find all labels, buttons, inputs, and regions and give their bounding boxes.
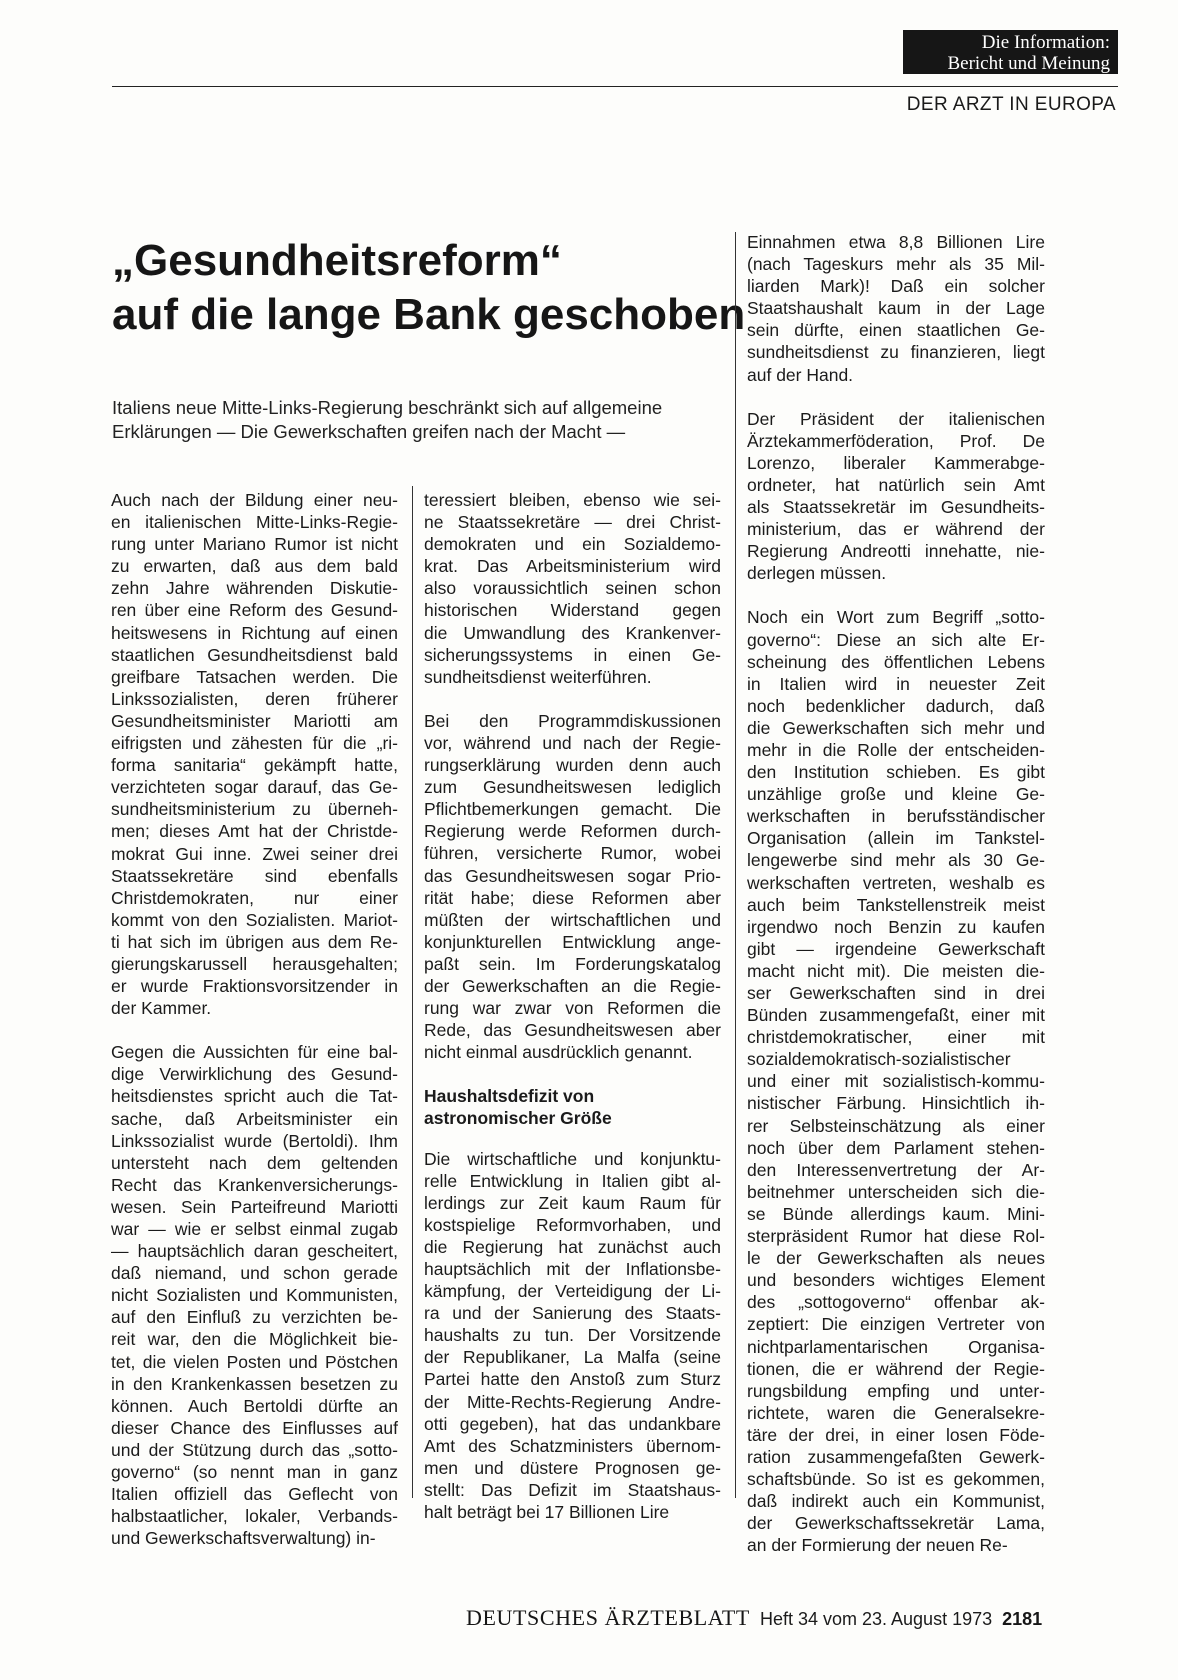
- text-line: sundheitsdienst weiterführen.: [424, 666, 652, 687]
- text-line: Noch ein Wort zum Begriff „sotto-: [747, 607, 1045, 628]
- text-line: kommt von den Sozialisten. Mariot-: [111, 909, 398, 930]
- text-line: heitswesens in Richtung auf einen: [111, 622, 398, 643]
- text-line: Rede, das Gesundheitswesen aber: [424, 1020, 721, 1041]
- article-column-1: [111, 489, 398, 1549]
- text-line: auch beim Tankstellenstreik meist: [747, 894, 1045, 915]
- text-line: rung unter Mariano Rumor ist nicht: [111, 534, 398, 555]
- text-line: gierungskarussell herausgehalten;: [111, 953, 398, 974]
- text-line: und besonders wichtiges Element: [747, 1270, 1045, 1291]
- text-line: rung war zwar von Reformen die: [424, 998, 721, 1019]
- text-line: Recht das Krankenversicherungs-: [111, 1174, 398, 1195]
- text-line: auf der Hand.: [747, 364, 854, 385]
- issue-info: Heft 34 vom 23. August 1973: [759, 1609, 993, 1629]
- header-rule: [112, 86, 1118, 87]
- text-line: Einnahmen etwa 8,8 Billionen Lire: [747, 232, 1045, 252]
- text-line: sache, daß Arbeitsminister ein: [111, 1108, 398, 1129]
- text-line: Regierung werde Reformen durch-: [424, 821, 721, 842]
- heading-line: astronomischer Größe: [424, 1108, 612, 1129]
- text-line: daß niemand, und schon gerade: [111, 1263, 398, 1284]
- paragraph: [747, 231, 1045, 386]
- text-line: sein dürfte, einen staatlichen Ge-: [747, 320, 1045, 341]
- text-line: haushalts zu tun. Der Vorsitzende: [424, 1325, 721, 1346]
- text-line: demokraten und ein Sozialdemo-: [424, 534, 721, 555]
- text-line: noch über dem Parlament stehen-: [747, 1137, 1045, 1158]
- text-line: teressiert bleiben, ebenso wie sei-: [424, 490, 721, 510]
- text-line: Bei den Programmdiskussionen: [424, 710, 721, 731]
- badge-line-1: Die Information:: [981, 32, 1110, 53]
- text-line: staatlichen Gesundheitsdienst bald: [111, 644, 398, 665]
- badge-line-2: Bericht und Meinung: [947, 53, 1110, 74]
- text-line: und einer mit sozialistisch-kommu-: [747, 1071, 1045, 1092]
- text-line: die Gewerkschaften sich mehr und: [747, 717, 1045, 738]
- text-line: richtete, waren die Generalsekre-: [747, 1402, 1045, 1423]
- text-line: nicht einmal ausdrücklich genannt.: [424, 1042, 693, 1063]
- text-line: nistischer Färbung. Hinsichtlich ih-: [747, 1093, 1045, 1114]
- text-line: mehr in die Rolle der entscheiden-: [747, 739, 1045, 760]
- text-line: der Republikaner, La Malfa (seine: [424, 1347, 721, 1368]
- text-line: die Umwandlung des Krankenver-: [424, 622, 721, 643]
- text-line: sozialdemokratisch-sozialistischer: [747, 1049, 1011, 1070]
- text-line: halt beträgt bei 17 Billionen Lire: [424, 1502, 670, 1523]
- text-line: zehn Jahre währenden Diskutie-: [111, 578, 398, 599]
- text-line: ordneter, hat natürlich sein Amt: [747, 474, 1045, 495]
- text-line: den Interessenvertretung der Ar-: [747, 1159, 1045, 1180]
- text-line: also voraussichtlich seinen schon: [424, 578, 721, 599]
- text-line: Lorenzo, liberaler Kammerabge-: [747, 452, 1045, 473]
- text-line: eifrigsten und zähesten für die „ri-: [111, 733, 398, 754]
- text-line: zeptiert: Die einzigen Vertreter von: [747, 1314, 1045, 1335]
- text-line: derlegen müssen.: [747, 563, 887, 584]
- text-line: Der Präsident der italienischen: [747, 408, 1045, 429]
- text-line: rungserklärung wurden denn auch: [424, 755, 721, 776]
- text-line: men; dieses Amt hat der Christde-: [111, 821, 398, 842]
- text-line: beitnehmer unterscheiden sich die-: [747, 1181, 1045, 1202]
- text-line: auf den Einfluß zu verzichten be-: [111, 1307, 398, 1328]
- text-line: untersteht nach dem geltenden: [111, 1152, 398, 1173]
- text-line: daß indirekt auch ein Kommunist,: [747, 1491, 1045, 1512]
- text-line: Linkssozialist wurde (Bertoldi). Ihm: [111, 1130, 398, 1151]
- section-badge: [903, 30, 1118, 74]
- text-line: dieser Chance des Einflusses auf: [111, 1417, 398, 1438]
- text-line: rungsbildung empfing und unter-: [747, 1380, 1045, 1401]
- text-line: Auch nach der Bildung einer neu-: [111, 490, 398, 510]
- paragraph: [747, 408, 1045, 585]
- text-line: lerdings zur Zeit kaum Raum für: [424, 1192, 721, 1213]
- text-line: ser Gewerkschaften sind in drei: [747, 983, 1045, 1003]
- text-line: halbstaatlicher, lokaler, Verbands-: [111, 1506, 398, 1527]
- text-line: ration zusammengefaßten Gewerk-: [747, 1446, 1045, 1467]
- headline-line-1: „Gesundheitsreform“: [112, 236, 562, 285]
- page-footer: [466, 1605, 1116, 1631]
- text-line: schaftsbünde. So ist es gekommen,: [747, 1469, 1045, 1490]
- text-line: sicherungssystems in einen Ge-: [424, 644, 721, 665]
- text-line: konjunkturellen Entwicklung ange-: [424, 931, 721, 952]
- text-line: gibt — irgendeine Gewerkschaft: [747, 938, 1045, 959]
- paragraph: [111, 489, 398, 1019]
- paragraph: [424, 1148, 721, 1524]
- text-line: rer Selbsteinschätzung als einer: [747, 1115, 1045, 1136]
- text-line: Staatssekretäre sind ebenfalls: [111, 865, 398, 886]
- text-line: mokrat Gui inne. Zwei seiner drei: [111, 843, 398, 864]
- text-line: relle Entwicklung in Italien gibt al-: [424, 1170, 721, 1191]
- text-line: le der Gewerkschaften als neues: [747, 1248, 1045, 1269]
- text-line: otti gegeben), hat das undankbare: [424, 1413, 721, 1434]
- text-line: das Gesundheitswesen sogar Prio-: [424, 865, 721, 886]
- text-line: war — wie er selbst einmal zugab: [111, 1219, 398, 1239]
- text-line: täre der drei, in einer losen Föde-: [747, 1424, 1045, 1445]
- text-line: müßten der wirtschaftlichen und: [424, 909, 721, 930]
- text-line: se Bünde allerdings kaum. Mini-: [747, 1203, 1045, 1224]
- text-line: forma sanitaria“ gekämpft hatte,: [111, 755, 398, 776]
- text-line: Staatshaushalt kaum in der Lage: [747, 298, 1045, 319]
- text-line: und der Stützung durch das „sotto-: [111, 1439, 398, 1460]
- text-line: reit war, den die Möglichkeit bie-: [111, 1329, 398, 1350]
- text-line: Amt des Schatzministers übernom-: [424, 1435, 721, 1456]
- subsection-heading: [424, 1085, 721, 1129]
- paragraph: [424, 489, 721, 688]
- text-line: und Gewerkschaftsverwaltung) in-: [111, 1528, 376, 1549]
- column-divider-1: [412, 486, 413, 1498]
- column-divider-2: [735, 232, 736, 1498]
- text-line: Gegen die Aussichten für eine bal-: [111, 1042, 398, 1063]
- text-line: werkschaften in berufsständischer: [747, 806, 1045, 827]
- text-line: greifbare Tatsachen werden. Die: [111, 666, 398, 687]
- article-subheadline: [112, 396, 752, 444]
- publication-masthead: DEUTSCHES ÄRZTEBLATT: [466, 1605, 750, 1630]
- text-line: kostspielige Reformvorhaben, und: [424, 1214, 721, 1235]
- text-line: zu erwarten, daß aus dem bald: [111, 556, 398, 577]
- text-line: Gesundheitsminister Mariotti am: [111, 710, 398, 731]
- text-line: die Regierung hat zunächst auch: [424, 1236, 721, 1257]
- text-line: ti hat sich im übrigen aus dem Re-: [111, 931, 398, 952]
- text-line: der Gewerkschaftssekretär Lama,: [747, 1513, 1045, 1534]
- text-line: unzählige große und kleine Ge-: [747, 784, 1045, 805]
- text-line: krat. Das Arbeitsministerium wird: [424, 556, 721, 577]
- text-line: den Institution schieben. Es gibt: [747, 762, 1045, 783]
- article-column-2: [424, 489, 721, 1523]
- text-line: lengewerbe sind mehr als 30 Ge-: [747, 850, 1045, 871]
- text-line: Regierung Andreotti innehatte, nie-: [747, 541, 1045, 562]
- text-line: Organisation (allein im Tankstel-: [747, 828, 1045, 849]
- text-line: rität habe; diese Reformen aber: [424, 887, 721, 908]
- text-line: nichtparlamentarischen Organisa-: [747, 1336, 1045, 1357]
- text-line: heitsdienstes spricht auch die Tat-: [111, 1086, 398, 1107]
- text-line: an der Formierung der neuen Re-: [747, 1535, 1008, 1556]
- text-line: der Kammer.: [111, 998, 212, 1019]
- text-line: des „sottogoverno“ offenbar ak-: [747, 1292, 1045, 1313]
- text-line: ra und der Sanierung des Staats-: [424, 1303, 721, 1324]
- article-headline: [112, 234, 772, 342]
- text-line: christdemokratischer, einer mit: [747, 1027, 1045, 1048]
- paragraph: [424, 710, 721, 1064]
- text-line: macht nicht mit). Die meisten die-: [747, 960, 1045, 981]
- text-line: scheinung des öffentlichen Lebens: [747, 651, 1045, 672]
- text-line: Ärztekammerföderation, Prof. De: [747, 430, 1045, 451]
- text-line: in Italien wird in neuester Zeit: [747, 673, 1045, 694]
- text-line: — hauptsächlich daran gescheitert,: [111, 1241, 398, 1262]
- text-line: hauptsächlich mit der Inflationsbe-: [424, 1259, 721, 1279]
- subheadline-line-1: Italiens neue Mitte-Links-Regierung beschränkt sich auf allgemeine: [112, 397, 663, 418]
- page-number: 2181: [1002, 1609, 1043, 1629]
- text-line: kämpfung, der Verteidigung der Li-: [424, 1281, 721, 1302]
- text-line: tionen, die er während der Regie-: [747, 1358, 1045, 1379]
- article-column-3: [747, 231, 1045, 1556]
- text-line: wesen. Sein Parteifreund Mariotti: [111, 1196, 398, 1217]
- text-line: en italienischen Mitte-Links-Regie-: [111, 512, 398, 533]
- text-line: governo“: Diese an sich alte Er-: [747, 629, 1045, 650]
- text-line: führen, versicherte Rumor, wobei: [424, 843, 721, 864]
- text-line: irgendwo noch Benzin zu kaufen: [747, 916, 1045, 937]
- text-line: dige Verwirklichung des Gesund-: [111, 1064, 398, 1085]
- text-line: zum Gesundheitswesen lediglich: [424, 777, 721, 798]
- text-line: Partei hatte den Anstoß zum Sturz: [424, 1369, 721, 1390]
- text-line: historischen Widerstand gegen: [424, 600, 721, 621]
- text-line: Pflichtbemerkungen gemacht. Die: [424, 799, 721, 820]
- text-line: sundheitsministerium zu überneh-: [111, 799, 398, 820]
- text-line: der Mitte-Rechts-Regierung Andre-: [424, 1391, 721, 1412]
- subheadline-line-2: Erklärungen — Die Gewerkschaften greifen nach der Macht —: [112, 421, 626, 442]
- paragraph: [111, 1041, 398, 1549]
- text-line: Linkssozialisten, deren früherer: [111, 688, 398, 709]
- text-line: governo“ (so nennt man in ganz: [111, 1462, 398, 1483]
- text-line: verzichteten sogar darauf, das Ge-: [111, 777, 398, 798]
- text-line: ministerium, das er während der: [747, 519, 1045, 540]
- section-label: DER ARZT IN EUROPA: [906, 94, 1116, 115]
- text-line: liarden Mark)! Daß ein solcher: [747, 276, 1045, 297]
- text-line: sundheitsdienst zu finanzieren, liegt: [747, 342, 1045, 363]
- text-line: können. Auch Bertoldi dürfte an: [111, 1395, 398, 1416]
- text-line: sterpräsident Rumor hat diese Rol-: [747, 1226, 1045, 1247]
- text-line: paßt sein. Im Forderungskatalog: [424, 953, 721, 974]
- text-line: in den Krankenkassen besetzen zu: [111, 1373, 398, 1394]
- text-line: der Gewerkschaften an die Regie-: [424, 975, 721, 996]
- headline-line-2: auf die lange Bank geschoben: [112, 290, 746, 339]
- text-line: er wurde Fraktionsvorsitzender in: [111, 976, 398, 997]
- text-line: tet, die vielen Posten und Pöstchen: [111, 1351, 398, 1372]
- paragraph: [747, 606, 1045, 1556]
- text-line: (nach Tageskurs mehr als 35 Mil-: [747, 254, 1045, 275]
- text-line: ne Staatssekretäre — drei Christ-: [424, 512, 721, 533]
- text-line: Italien offiziell das Geflecht von: [111, 1484, 398, 1505]
- text-line: Christdemokraten, nur einer: [111, 887, 398, 908]
- text-line: werkschaften vertreten, weshalb es: [747, 872, 1045, 893]
- text-line: Bünden zusammengefaßt, einer mit: [747, 1005, 1045, 1026]
- text-line: noch bedenklicher dadurch, daß: [747, 695, 1045, 716]
- text-line: men und düstere Prognosen ge-: [424, 1457, 721, 1478]
- text-line: nicht Sozialisten und Kommunisten,: [111, 1285, 398, 1306]
- text-line: als Staatssekretär im Gesundheits-: [747, 497, 1045, 518]
- text-line: ren über eine Reform des Gesund-: [111, 600, 398, 621]
- text-line: stellt: Das Defizit im Staatshaus-: [424, 1479, 721, 1500]
- text-line: Die wirtschaftliche und konjunktu-: [424, 1148, 721, 1169]
- heading-line: Haushaltsdefizit von: [424, 1086, 595, 1107]
- text-line: vor, während und nach der Regie-: [424, 732, 721, 753]
